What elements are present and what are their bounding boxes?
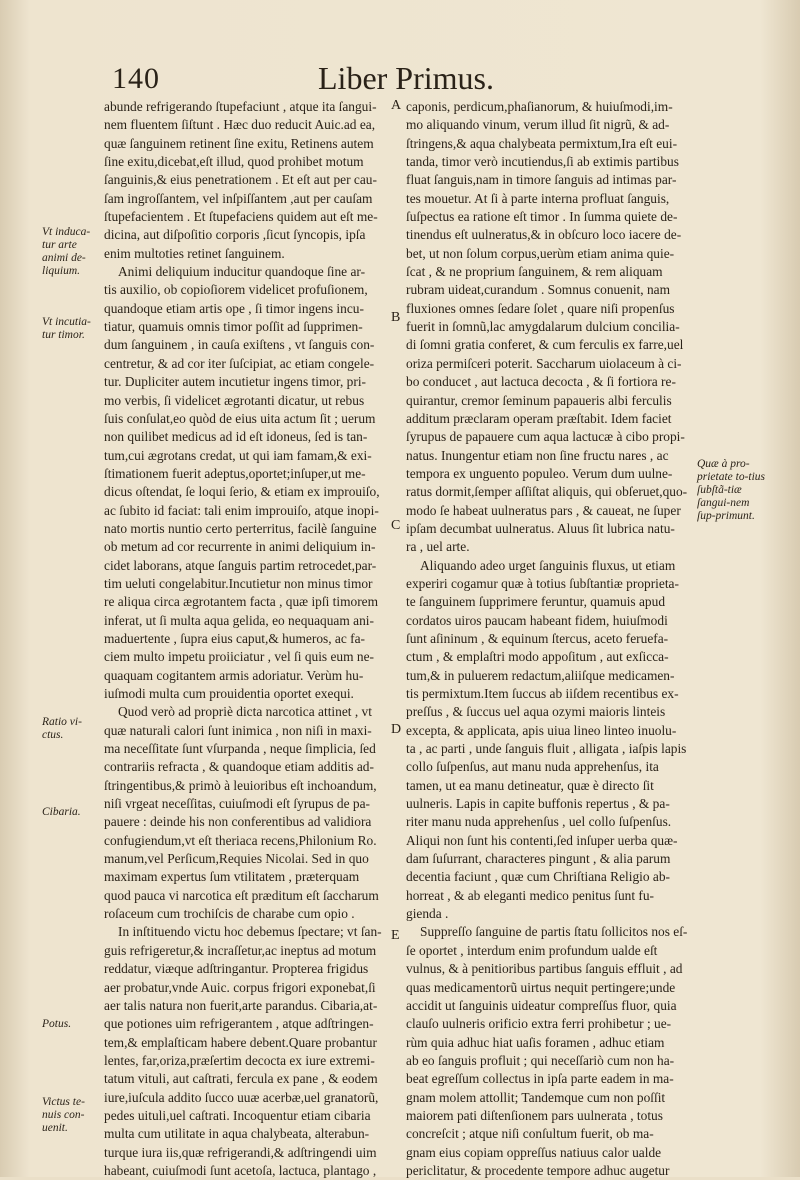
text-line: niſi vrgeat neceſſitas, cuiuſmodi eſt ſyrupus de pa-	[104, 796, 371, 812]
text-line: tem,& emplaſticam habere debent.Quare probantur	[104, 1034, 377, 1050]
text-line: concreſcit ; atque niſi conſultum fuerit, ob ma-	[406, 1126, 654, 1142]
page-number: 140	[112, 62, 160, 95]
text-line: reddatur, viæque adſtringantur. Propterea frigidus	[104, 961, 369, 977]
text-line: re aliqua circa ægrotantem facta , quæ ipſi timorem	[104, 594, 379, 610]
text-line: ab eo ſanguis profluit ; qui neceſſariò cum non ha-	[406, 1052, 675, 1068]
text-line: ob metum ad cor recurrente in animi deliquium in-	[104, 539, 376, 555]
text-line: rubram uideat,curandum . Somnus conuenit, nam	[406, 282, 671, 298]
left-text-column	[104, 98, 388, 1178]
text-line: aer talis natura non fuerit,arte parandus. Cibaria,at-	[104, 997, 378, 1013]
text-line: ſuis conſulat,eo quòd de eius uita actum ſit ; uerum	[104, 410, 376, 426]
text-line: gienda .	[406, 906, 449, 922]
text-line: inferat, ut ſi multa aqua gelida, eo nequaquam ani-	[104, 612, 374, 628]
text-line: nato mortis nuntio certo perterritus, facilè ſanguine	[104, 520, 377, 536]
text-line: vulnus, & à penitioribus partibus ſanguis effluit , ad	[406, 961, 683, 977]
text-line: In inſtituendo victu hoc debemus ſpectare; vt ſan-	[118, 924, 382, 940]
text-line: centretur, & ad cor iter ſuſcipiat, ac etiam congele-	[104, 355, 375, 371]
text-line: pedes uituli,uel caſtrati. Incoquentur etiam cibaria	[104, 1107, 371, 1123]
text-line: maduertente , ſupra eius caput,& humeros, ac fa-	[104, 630, 366, 646]
text-line: fuerit in ſomnũ,lac amygdalarum dulcium concilia-	[406, 319, 680, 335]
text-line: te ſanguinem ſupprimere feruntur, quamuis apud	[406, 594, 666, 610]
text-line: ſine exitu,dicebat,eſt illud, quod prohibet motum	[104, 154, 364, 170]
text-line: gnam eius copiam oppreſſus natiuus calor ualde	[406, 1144, 662, 1160]
text-line: quod pauca vi narcotica eſt præditum eſt ſaccharum	[104, 887, 379, 903]
text-line: periclitatur, & procedente tempore adhuc augetur	[406, 1162, 670, 1178]
text-line: turque iura iis,quæ refrigerandi,& adſtringendi uim	[104, 1144, 377, 1160]
text-line: bo conducet , aut lactuca decocta , & ſi fortiora re-	[406, 374, 676, 390]
text-line: contrariis refracta , & quandoque etiam additis ad-	[104, 759, 374, 775]
text-line: confugiendum,vt eſt theriaca recens,Philonium Ro.	[104, 832, 377, 848]
text-line: maiorem pati diſtenſionem pars uulnerata , totus	[406, 1107, 663, 1123]
text-line: fluat ſanguis,nam in timore ſanguis ad intimas par-	[406, 172, 677, 188]
text-line: natus. Inungentur etiam non ſine fructu nares , ac	[406, 447, 669, 463]
text-line: riter manu nuda apprehenſus , uel collo ſuſpenſus.	[406, 814, 672, 830]
text-line: beat egreſſum collectus in ipſa parte eadem in ma-	[406, 1071, 674, 1087]
text-line: Animi deliquium inducitur quandoque ſine ar-	[118, 264, 366, 280]
text-line: ſanguinis,& eius penetrationem . Et eſt aut per cau-	[104, 172, 377, 188]
text-line: tinendus eſt uulneratus,& in obſcuro loco iacere de-	[406, 227, 682, 243]
text-line: uulneris. Lapis in capite buffonis repertus , & pa-	[406, 796, 670, 812]
text-line: pauere : deinde his non conferentibus ad validiora	[104, 814, 372, 830]
text-line: quandoque etiam artis ope , ſi timor ingens incu-	[104, 300, 364, 316]
text-line: multa cum utilitate in aqua chalybeata, alterabun-	[104, 1126, 370, 1142]
text-line: horreat , & ab eleganti medico penitus ſunt fu-	[406, 887, 655, 903]
margin-note-left: Cibaria.	[42, 806, 81, 818]
text-line: ſam ingroſſantem, vel inſpiſſantem ,aut per cauſam	[104, 190, 373, 206]
text-line: non quilibet medicus ad id eſt idoneus, ſed is tan-	[104, 429, 368, 445]
text-line: habeant, cuiuſmodi ſunt acetoſa, lactuca, plantago ,	[104, 1162, 377, 1178]
text-line: ſtringentibus,& primò à leuioribus eſt inchoandum,	[104, 777, 377, 793]
text-line: tim ueluti congelabitur.Incutietur non minus timor	[104, 575, 373, 591]
text-line: lentes, far,oriza,præſertim decocta ex iure extremi-	[104, 1052, 375, 1068]
text-line: enim multoties retinet ſanguinem.	[104, 245, 285, 261]
text-line: ſunt aſininum , & equinum ſtercus, aceto feruefa-	[406, 630, 669, 646]
text-line: bet, ut non ſolum corpus,uerùm etiam anima quie-	[406, 245, 675, 261]
text-line: quas medicamentorũ uirtus nequit pertingere;unde	[406, 979, 676, 995]
text-line: tum,cui ægrotans credat, ut qui iam famam,& exi-	[104, 447, 372, 463]
margin-note-left: Ratio vi-ctus.	[42, 716, 82, 741]
text-line: decentia faciunt , quæ cum Chriſtiana Religio ab-	[406, 869, 671, 885]
text-line: ra , uel arte.	[406, 539, 470, 555]
text-line: tis permixtum.Item ſuccus ab iiſdem recentibus ex-	[406, 686, 679, 701]
text-line: tempora ex unguento populeo. Verum dum uulne-	[406, 465, 673, 481]
text-line: dum ſanguinem , in cauſa exiſtens , vt ſanguis con-	[104, 337, 375, 353]
text-line: iuſmodi multa cum prouidentia oportet exequi.	[104, 686, 354, 701]
margin-note-left: Victus te-nuis con-uenit.	[42, 1096, 85, 1134]
text-line: dicina, aut diſpoſitio corporis ,ſicut ſyncopis, ipſa	[104, 227, 366, 243]
text-line: ſtupefacientem . Et ſtupefaciens quidem aut eſt me-	[104, 209, 378, 225]
text-line: maximam expertus ſum vtilitatem , præterquam	[104, 869, 360, 885]
text-line: tum,& in puluerem redactum,aliiſque medicamen-	[406, 667, 675, 683]
text-line: di ſomni gratia conferet, & cum ferculis ex farre,uel	[406, 337, 684, 353]
text-line: ctum , & emplaſtri modo appoſitum , aut exſicca-	[406, 649, 669, 665]
margin-note-left: Vt incutia-tur timor.	[42, 316, 91, 341]
text-line: fluxiones omnes ſedare ſolet , quare niſi propenſus	[406, 300, 675, 316]
text-line: tur. Dupliciter autem incutietur ingens timor, pri-	[104, 374, 367, 390]
text-line: abunde refrigerando ſtupefaciunt , atque ita ſangui-	[104, 99, 377, 114]
text-line: clauſo uulneris orificio extra ferri prohibetur ; ue-	[406, 1016, 672, 1032]
margin-note-left: Vt induca-tur arte animi de-liquium.	[42, 226, 91, 277]
text-line: ac ſubito id faciat: tali enim improuiſo, atque inopi-	[104, 502, 379, 518]
text-line: accidit ut ſanguinis uideatur compreſſus fluor, quia	[406, 997, 677, 1013]
text-line: ratus dormit,ſemper aſſiſtat aliquis, qui obſeruet,quo-	[406, 484, 688, 500]
right-text-column	[406, 98, 692, 1178]
text-line: ſcat , & ne proprium ſanguinem, & rem aliquam	[406, 264, 663, 280]
text-line: caponis, perdicum,phaſianorum, & huiuſmodi,im-	[406, 99, 673, 114]
text-line: tis auxilio, ob copioſiorem videlicet profuſionem,	[104, 282, 368, 298]
section-letter: E	[391, 928, 400, 943]
text-line: quæ ſanguinem retinent ſine exitu, Retinens autem	[104, 135, 374, 151]
text-line: preſſus , & ſuccus uel aqua ozymi maioris linteis	[406, 704, 666, 720]
text-line: aer probatur,vnde Auic. corpus frigori exponebat,ſi	[104, 979, 376, 995]
page-header	[0, 58, 800, 98]
margin-note-left: Potus.	[42, 1018, 72, 1030]
text-line: ipſam decumbat uulneratus. Aluus ſit lubrica natu-	[406, 520, 675, 536]
text-line: ſyrupus de papauere cum aqua lactucæ à cibo propi-	[406, 429, 685, 445]
text-line: mo verbis, ſi videlicet ægrotanti dicatur, ut rebus	[104, 392, 365, 408]
text-line: quæ naturali calori ſunt inimica , non niſi in maxi-	[104, 722, 372, 738]
text-line: ciem multo impetu proiiciatur , vel ſi quis eum ne-	[104, 649, 374, 665]
text-line: iure,iuſcula addito ſucco uuæ acerbæ,uel granatorũ,	[104, 1089, 379, 1105]
text-line: Aliqui non ſunt his contenti,ſed inſuper uerba quæ-	[406, 832, 678, 848]
text-line: ſe oportet , interdum enim profundum ualde eſt	[406, 942, 658, 958]
text-line: tiatur, quamuis omnis timor poſſit ad ſupprimen-	[104, 319, 363, 335]
text-line: modo ſe habeat uulneratus pars , & caueat, ne ſuper	[406, 502, 681, 518]
text-line: cidet laborans, atque ſanguis partim retrocedet,par-	[104, 557, 377, 573]
section-letter: B	[391, 310, 401, 325]
text-line: que potiones uim refrigerantem , atque adſtringen-	[104, 1016, 374, 1032]
text-line: roſaceum cum trochiſcis de charabe cum opio .	[104, 906, 355, 922]
text-line: oriza permiſceri poterit. Saccharum uiolaceum à ci-	[406, 355, 682, 371]
text-line: nem fluentem ſiſtunt . Hæc duo reducit Auic.ad ea,	[104, 117, 376, 133]
text-line: tamen, ut ea manu detineatur, quæ è directo ſit	[406, 777, 654, 793]
text-line: dicus oſtendat, ſe loqui ſerio, & etiam ex improuiſo,	[104, 484, 380, 500]
text-line: experiri cogamur quæ à totius ſubſtantiæ proprieta-	[406, 575, 679, 591]
text-line: rùm quia adhuc hiat uaſis foramen , adhuc etiam	[406, 1034, 665, 1050]
text-line: ma neceſſitate ſunt vſurpanda , neque ſimplicia, ſed	[104, 741, 376, 757]
section-letter: D	[391, 722, 402, 737]
text-line: mo aliquando vinum, verum illud ſit nigrũ, & ad-	[406, 117, 670, 133]
text-line: excepta, & applicata, apis uiua lineo linteo inuolu-	[406, 722, 677, 738]
text-line: ſtringens,& aqua chalybeata permixtum,Ira eſt eui-	[406, 135, 678, 151]
text-line: quirantur, cremor ſeminum papaueris albi ferculis	[406, 392, 672, 408]
text-line: tes mouetur. At ſi à parte interna profluat ſanguis,	[406, 190, 670, 206]
text-line: quaquam cogitantem armis adoriatur. Verùm hu-	[104, 667, 364, 683]
text-line: collo ſuſpenſus, aut manu nuda apprehenſus, ita	[406, 759, 659, 775]
text-line: guis refrigeretur,& incraſſetur,ac ineptus ad motum	[104, 942, 377, 958]
text-line: Quod verò ad propriè dicta narcotica attinet , vt	[118, 704, 372, 720]
text-line: additum præclaram operam præſtabit. Idem faciet	[406, 410, 672, 426]
text-line: Suppreſſo ſanguine de partis ſtatu ſollicitos nos eſ-	[420, 924, 688, 940]
text-line: Aliquando adeo urget ſanguinis fluxus, ut etiam	[420, 557, 676, 573]
text-line: tanda, timor verò incutiendus,ſi ab extimis partibus	[406, 154, 679, 170]
text-line: manum,vel Perſicum,Requies Nicolai. Sed in quo	[104, 851, 369, 867]
text-line: ſtimationem fuerit adeptus,oportet;inſuper,ut me-	[104, 465, 366, 481]
section-letter: A	[391, 98, 402, 113]
text-line: tatum vituli, aut caſtrati, fercula ex pane , & eodem	[104, 1071, 378, 1087]
text-line: gnam molem attollit; Tandemque cum non poſſit	[406, 1089, 666, 1105]
text-line: cordatos uiros paucam habeant fidem, huiuſmodi	[406, 612, 668, 628]
section-letter: C	[391, 518, 401, 533]
margin-note-right: Quæ à pro-prietate to-tius ſubſtã-tiæ ſangui-nem ſup-primunt.	[697, 458, 766, 522]
text-line: ta , ac parti , unde ſanguis fluit , alligata , iaſpis lapis	[406, 741, 687, 757]
text-line: ſuſpectus ea ratione eſt timor . In ſumma quiete de-	[406, 209, 678, 225]
running-title: Liber Primus.	[318, 60, 494, 96]
text-line: dam ſuſurrant, characteres pingunt , & alia parum	[406, 851, 671, 867]
